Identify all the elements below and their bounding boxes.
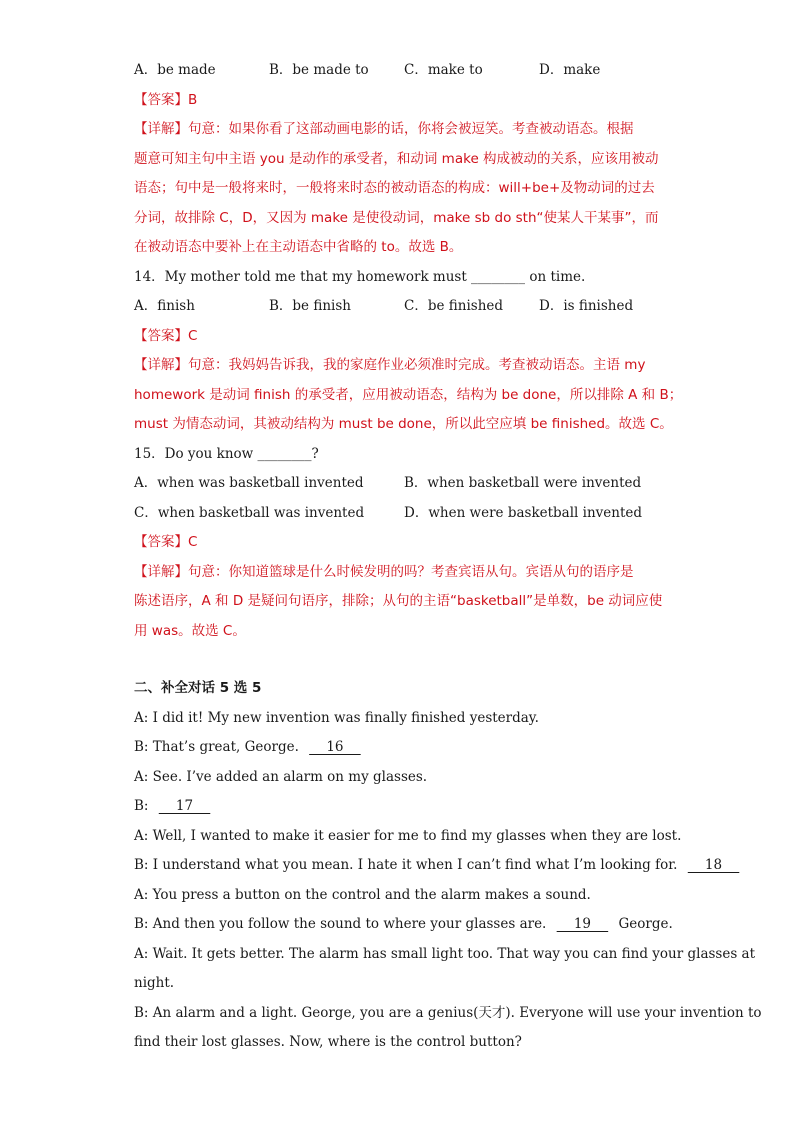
q14-explanation-line: homework 是动词 finish 的承受者，应用被动语态，结构为 be done，所以排除 A 和 B； xyxy=(134,386,683,403)
blank-16: 16 xyxy=(309,739,361,755)
dialogue xyxy=(134,704,762,1058)
q13-explanation-line: 语态；句中是一般将来时，一般将来时态的被动语态的构成：will+be+及物动词的过去 xyxy=(134,180,655,196)
q13-options xyxy=(134,56,674,86)
dialogue-line xyxy=(134,910,674,940)
blank-19: 19 xyxy=(556,916,609,932)
q14-explanation-line: must 为情态动词，其被动结构为 must be done，所以此空应填 be finished。故选 C。 xyxy=(134,416,673,432)
option-c: C．when basketball was invented xyxy=(134,504,365,521)
q13-answer: 【答案】B xyxy=(134,91,198,108)
dialogue-line xyxy=(134,851,740,881)
q14-options xyxy=(134,292,674,322)
dialogue-text: B: That’s great, George. xyxy=(134,739,304,755)
q15-options-row-1 xyxy=(134,469,674,499)
q13-explanation-line: 题意可知主句中主语 you 是动作的承受者，和动词 make 构成被动的关系，应该用被动 xyxy=(134,150,659,167)
option-d: D．make xyxy=(539,62,601,78)
dialogue-line xyxy=(134,940,756,970)
option-a: A．finish xyxy=(134,298,195,314)
dialogue-text: A: You press a button on the control and the alarm makes a sound. xyxy=(134,886,591,903)
dialogue-line xyxy=(134,763,674,793)
dialogue-text: George. xyxy=(614,916,673,932)
dialogue-text: find their lost glasses. Now, where is the control button? xyxy=(134,1034,522,1050)
q15-explanation-line: 用 was。故选 C。 xyxy=(134,622,246,639)
q14-stem: 14．My mother told me that my homework must ________ on time. xyxy=(134,268,586,285)
dialogue-text: B: xyxy=(134,798,153,814)
dialogue-line xyxy=(134,999,762,1029)
q15-explanation-line: 陈述语序，A 和 D 是疑问句语序，排除；从句的主语“basketball”是单数，be 动词应使 xyxy=(134,593,663,609)
dialogue-line xyxy=(134,969,674,999)
dialogue-line xyxy=(134,733,674,763)
dialogue-text: B: I understand what you mean. I hate it when I can’t find what I’m looking for. xyxy=(134,857,682,873)
option-a: A．be made xyxy=(134,62,216,78)
dialogue-text: A: I did it! My new invention was finally finished yesterday. xyxy=(134,709,539,726)
dialogue-text: A: Well, I wanted to make it easier for me to find my glasses when they are lost. xyxy=(134,827,682,844)
dialogue-line xyxy=(134,792,674,822)
dialogue-text: B: And then you follow the sound to where your glasses are. xyxy=(134,916,551,932)
q14-explanation-line: 【详解】句意：我妈妈告诉我，我的家庭作业必须准时完成。考查被动语态。主语 my xyxy=(134,357,646,373)
dialogue-line xyxy=(134,822,682,852)
blank-17: 17 xyxy=(158,798,211,814)
option-b: B．be made to xyxy=(269,62,369,78)
dialogue-text: night. xyxy=(134,975,175,991)
q13-explanation-line: 在被动语态中要补上在主动语态中省略的 to。故选 B。 xyxy=(134,239,463,255)
q14-answer: 【答案】C xyxy=(134,327,198,344)
option-d: D．when were basketball invented xyxy=(404,504,643,521)
q13-explanation-line: 分词，故排除 C，D，又因为 make 是使役动词，make sb do sth“使某人干某事”，而 xyxy=(134,209,659,226)
dialogue-text: A: Wait. It gets better. The alarm has small light too. That way you can find your glasses at xyxy=(134,945,756,962)
q15-options-row-2 xyxy=(134,499,674,529)
option-d: D．is finished xyxy=(539,298,634,314)
dialogue-line xyxy=(134,1028,674,1058)
q15-stem: 15．Do you know ________? xyxy=(134,445,319,462)
dialogue-line xyxy=(134,704,674,734)
dialogue-text: A: See. I’ve added an alarm on my glasses. xyxy=(134,768,428,785)
section-title: 二、补全对话 5 选 5 xyxy=(134,680,262,696)
document-page xyxy=(134,56,762,1058)
option-b: B．when basketball were invented xyxy=(404,475,642,491)
option-a: A．when was basketball invented xyxy=(134,475,364,491)
option-c: C．be finished xyxy=(404,298,504,314)
dialogue-line xyxy=(134,881,674,911)
dialogue-text: B: An alarm and a light. George, you are a genius(天才). Everyone will use your invention to xyxy=(134,1004,762,1021)
q15-explanation-line: 【详解】句意：你知道篮球是什么时候发明的吗？考查宾语从句。宾语从句的语序是 xyxy=(134,563,634,580)
blank-18: 18 xyxy=(687,857,740,873)
option-c: C．make to xyxy=(404,62,483,78)
q13-explanation-line: 【详解】句意：如果你看了这部动画电影的话，你将会被逗笑。考查被动语态。根据 xyxy=(134,121,634,137)
q15-answer: 【答案】C xyxy=(134,534,198,550)
option-b: B．be finish xyxy=(269,298,351,314)
